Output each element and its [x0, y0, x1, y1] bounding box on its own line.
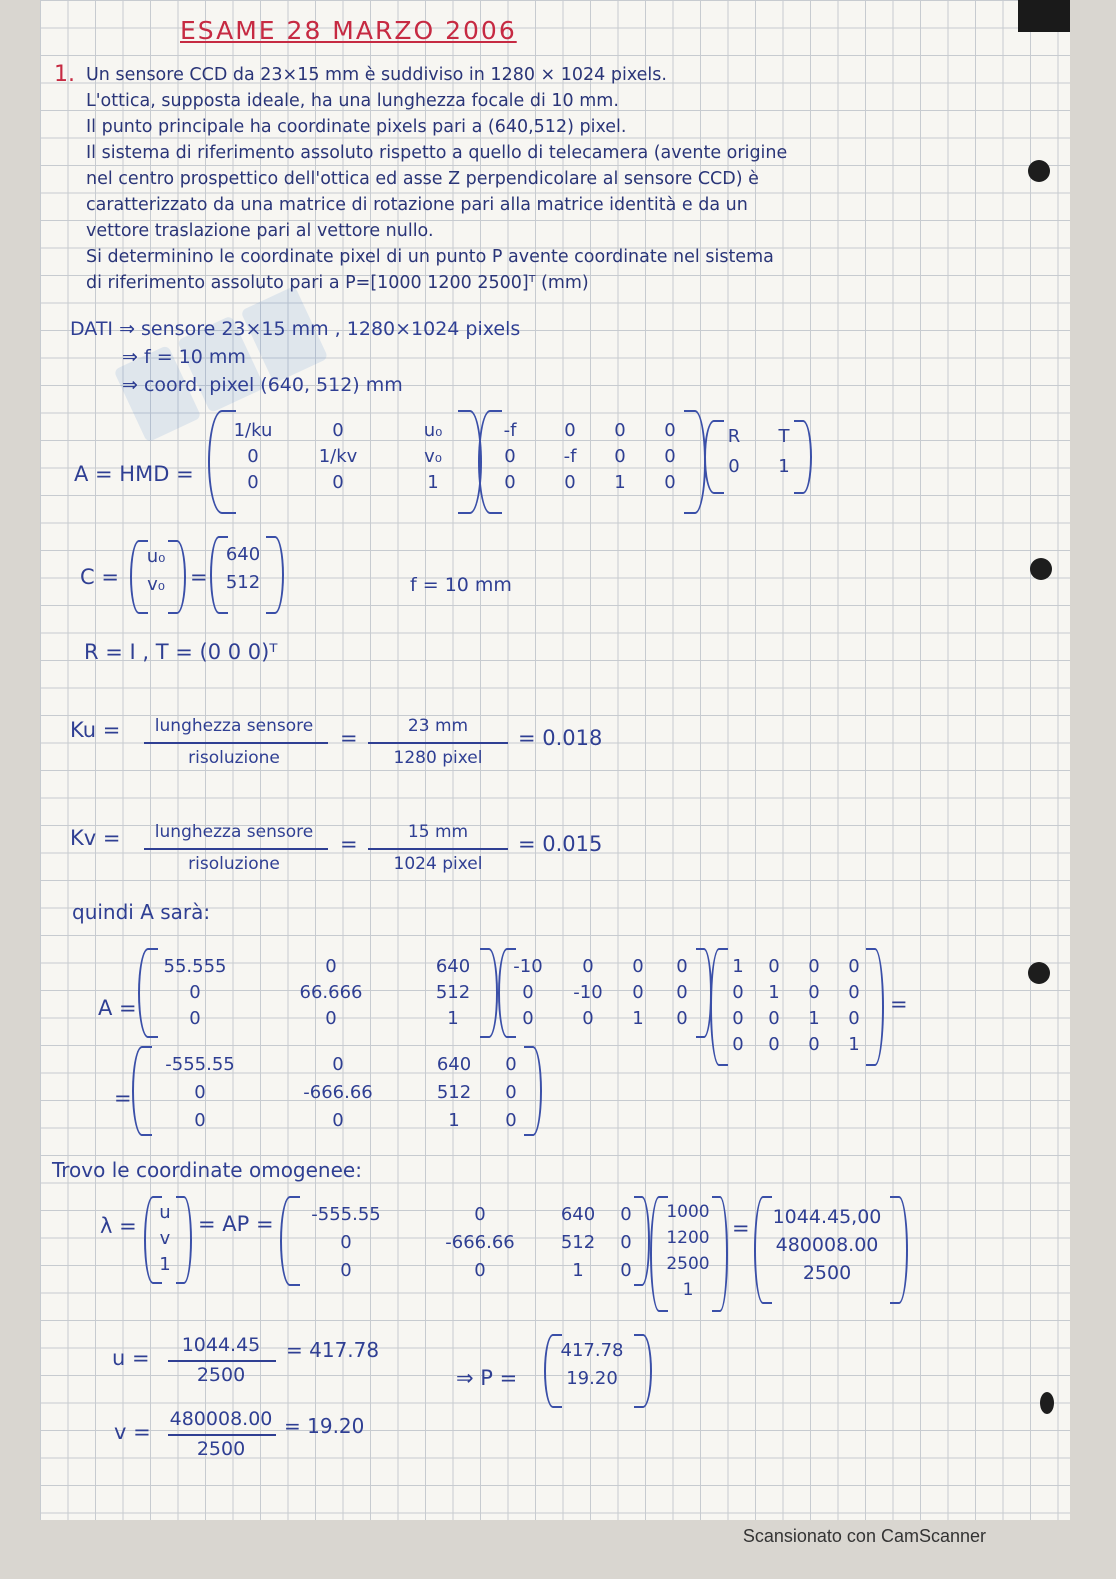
- exam-title: ESAME 28 MARZO 2006: [180, 16, 517, 45]
- matrix-cell: 0: [676, 982, 688, 1003]
- focal-length: f = 10 mm: [410, 574, 512, 596]
- matrix-cell: -555.55: [165, 1054, 235, 1075]
- matrix-cell: 0: [620, 1204, 632, 1225]
- matrix-cell: 0: [664, 446, 676, 467]
- matrix-cell: 0: [676, 1008, 688, 1029]
- matrix-cell: 0: [505, 1110, 517, 1131]
- problem-line: caratterizzato da una matrice di rotazione pari alla matrice identità e da un: [86, 195, 748, 215]
- matrix-cell: 0: [632, 956, 644, 977]
- given-item: ⇒ f = 10 mm: [122, 346, 246, 368]
- vector-cell: 1: [682, 1280, 694, 1300]
- vector-cell: v: [159, 1228, 171, 1249]
- fraction-denominator: risoluzione: [188, 854, 280, 874]
- matrix-cell: 1: [732, 956, 744, 977]
- punch-hole: [1028, 160, 1050, 182]
- matrix-cell: 66.666: [299, 982, 363, 1003]
- problem-line: Si determinino le coordinate pixel di un punto P avente coordinate nel sistema: [86, 247, 774, 267]
- a-numeric-lhs: A =: [98, 996, 137, 1020]
- matrix-cell: 0: [325, 1008, 337, 1029]
- matrix-cell: 0: [474, 1260, 486, 1281]
- problem-line: Il sistema di riferimento assoluto rispetto a quello di telecamera (avente origine: [86, 143, 788, 163]
- vector-cell: u₀: [146, 546, 166, 567]
- given-item: ⇒ coord. pixel (640, 512) mm: [122, 374, 403, 396]
- matrix-cell: 0: [614, 420, 626, 441]
- equals-sign: =: [340, 832, 358, 856]
- equals-sign: =: [890, 992, 908, 1016]
- matrix-cell: 1: [632, 1008, 644, 1029]
- problem-line: Un sensore CCD da 23×15 mm è suddiviso in 1280 × 1024 pixels.: [86, 65, 667, 85]
- matrix-cell: 640: [435, 956, 471, 977]
- matrix-cell: 0: [522, 982, 534, 1003]
- lambda-label: λ =: [100, 1214, 137, 1238]
- quindi-text: quindi A sarà:: [72, 900, 211, 924]
- problem-number: 1.: [54, 62, 75, 87]
- matrix-cell: 0: [848, 982, 860, 1003]
- fraction-numerator: 480008.00: [169, 1408, 273, 1430]
- matrix-cell: 0: [768, 1008, 780, 1029]
- matrix-cell: -555.55: [311, 1204, 381, 1225]
- kv-result: = 0.015: [518, 832, 603, 856]
- matrix-cell: -10: [573, 982, 603, 1003]
- matrix-cell: 1: [808, 1008, 820, 1029]
- matrix-cell: -666.66: [303, 1082, 373, 1103]
- kv-lhs: Kv =: [70, 826, 121, 850]
- fraction-denominator: 2500: [196, 1438, 246, 1460]
- matrix-cell: 0: [332, 420, 344, 441]
- matrix-cell: 0: [564, 420, 576, 441]
- matrix-cell: 0: [676, 956, 688, 977]
- vector-cell: 417.78: [560, 1340, 624, 1361]
- matrix-cell: -666.66: [445, 1232, 515, 1253]
- vector-cell: 1000: [666, 1202, 710, 1222]
- matrix-cell: R: [727, 426, 741, 447]
- problem-statement: [86, 62, 787, 296]
- given-data-label: DATI: [70, 318, 114, 340]
- matrix-cell: 0: [582, 1008, 594, 1029]
- vector-cell: 2500: [666, 1254, 710, 1274]
- vector-cell: 640: [225, 544, 261, 565]
- ku-lhs: Ku =: [70, 718, 121, 742]
- fraction-denominator: risoluzione: [188, 748, 280, 768]
- matrix-cell: 0: [332, 1054, 344, 1075]
- matrix-cell: 0: [332, 1110, 344, 1131]
- matrix-cell: 0: [614, 446, 626, 467]
- matrix-cell: 0: [620, 1232, 632, 1253]
- matrix-cell: 1/ku: [233, 420, 273, 441]
- vector-cell: 1200: [666, 1228, 710, 1248]
- fraction-denominator: 1280 pixel: [393, 748, 483, 768]
- u-result: = 417.78: [286, 1338, 380, 1362]
- matrix-cell: 512: [435, 982, 471, 1003]
- matrix-cell: 0: [505, 1054, 517, 1075]
- v-lhs: v =: [114, 1420, 151, 1444]
- fraction-numerator: lunghezza sensore: [154, 822, 314, 842]
- matrix-cell: -f: [563, 446, 577, 467]
- matrix-cell: 0: [564, 472, 576, 493]
- matrix-cell: 0: [664, 472, 676, 493]
- matrix-cell: 512: [560, 1232, 596, 1253]
- matrix-cell: -f: [503, 420, 517, 441]
- problem-line: Il punto principale ha coordinate pixels pari a (640,512) pixel.: [86, 117, 627, 137]
- matrix-cell: 0: [732, 982, 744, 1003]
- fraction-numerator: 1044.45: [181, 1334, 261, 1356]
- matrix-cell: 640: [560, 1204, 596, 1225]
- a-formula-lhs: A = HMD =: [74, 462, 194, 486]
- vector-cell: 480008.00: [775, 1234, 879, 1256]
- ap-label: = AP =: [198, 1212, 274, 1236]
- matrix-cell: 0: [189, 982, 201, 1003]
- matrix-cell: 0: [504, 446, 516, 467]
- matrix-cell: 1: [768, 982, 780, 1003]
- matrix-cell: 1/kv: [318, 446, 358, 467]
- equals-sign: =: [190, 565, 208, 589]
- matrix-cell: 0: [732, 1034, 744, 1055]
- matrix-cell: T: [778, 426, 790, 447]
- matrix-cell: 0: [474, 1204, 486, 1225]
- punch-hole: [1030, 558, 1052, 580]
- vector-cell: 19.20: [566, 1368, 618, 1389]
- c-vector-lhs: C =: [80, 565, 119, 589]
- fraction-denominator: 2500: [196, 1364, 246, 1386]
- matrix-cell: v₀: [424, 446, 442, 467]
- given-item: ⇒ sensore 23×15 mm , 1280×1024 pixels: [119, 318, 521, 340]
- notebook-page: [40, 0, 1070, 1520]
- matrix-cell: 0: [194, 1110, 206, 1131]
- matrix-cell: 0: [732, 1008, 744, 1029]
- matrix-cell: 1: [447, 1008, 459, 1029]
- matrix-cell: 0: [189, 1008, 201, 1029]
- fraction-numerator: lunghezza sensore: [154, 716, 314, 736]
- matrix-cell: 0: [848, 1008, 860, 1029]
- v-result: = 19.20: [284, 1414, 365, 1438]
- fraction-numerator: 23 mm: [407, 716, 469, 736]
- problem-line: vettore traslazione pari al vettore nullo.: [86, 221, 434, 241]
- matrix-cell: 0: [808, 982, 820, 1003]
- vector-cell: u: [159, 1202, 171, 1223]
- matrix-cell: 0: [808, 1034, 820, 1055]
- vector-cell: 1044.45,00: [772, 1206, 882, 1228]
- problem-line: nel centro prospettico dell'ottica ed asse Z perpendicolare al sensore CCD) è: [86, 169, 759, 189]
- matrix-cell: 0: [582, 956, 594, 977]
- matrix-cell: 0: [504, 472, 516, 493]
- fraction-numerator: 15 mm: [407, 822, 469, 842]
- problem-line: L'ottica, supposta ideale, ha una lunghezza focale di 10 mm.: [86, 91, 619, 111]
- matrix-cell: 0: [194, 1082, 206, 1103]
- matrix-cell: 0: [728, 456, 740, 477]
- u-lhs: u =: [112, 1346, 150, 1370]
- p-result-label: ⇒ P =: [456, 1366, 518, 1390]
- given-data: [70, 315, 520, 399]
- matrix-cell: 0: [768, 1034, 780, 1055]
- matrix-cell: -10: [513, 956, 543, 977]
- matrix-cell: 0: [808, 956, 820, 977]
- matrix-cell: 1: [778, 456, 790, 477]
- matrix-cell: 0: [522, 1008, 534, 1029]
- trovo-text: Trovo le coordinate omogenee:: [52, 1158, 362, 1182]
- rotation-translation: R = I , T = (0 0 0)ᵀ: [84, 640, 278, 664]
- matrix-cell: 0: [325, 956, 337, 977]
- matrix-cell: 0: [620, 1260, 632, 1281]
- problem-line: di riferimento assoluto pari a P=[1000 1200 2500]ᵀ (mm): [86, 273, 589, 293]
- binder-flap: [1018, 0, 1070, 32]
- vector-cell: 2500: [802, 1262, 852, 1284]
- matrix-cell: 0: [664, 420, 676, 441]
- punch-hole: [1028, 962, 1050, 984]
- matrix-cell: u₀: [423, 420, 443, 441]
- matrix-cell: 1: [427, 472, 439, 493]
- matrix-cell: 512: [436, 1082, 472, 1103]
- matrix-cell: 1: [848, 1034, 860, 1055]
- ku-result: = 0.018: [518, 726, 603, 750]
- vector-cell: 1: [159, 1254, 171, 1275]
- matrix-cell: 0: [505, 1082, 517, 1103]
- matrix-cell: 0: [332, 472, 344, 493]
- matrix-cell: 0: [768, 956, 780, 977]
- matrix-cell: 0: [247, 446, 259, 467]
- equals-sign: =: [340, 726, 358, 750]
- vector-cell: 512: [225, 572, 261, 593]
- matrix-cell: 0: [632, 982, 644, 1003]
- camscanner-footer: Scansionato con CamScanner: [742, 1526, 986, 1546]
- matrix-cell: 1: [614, 472, 626, 493]
- fraction-denominator: 1024 pixel: [393, 854, 483, 874]
- matrix-cell: 0: [247, 472, 259, 493]
- matrix-cell: 640: [436, 1054, 472, 1075]
- punch-hole: [1040, 1392, 1054, 1414]
- matrix-cell: 0: [340, 1260, 352, 1281]
- matrix-cell: 1: [448, 1110, 460, 1131]
- matrix-cell: 0: [848, 956, 860, 977]
- equals-sign: =: [114, 1086, 132, 1110]
- matrix-cell: 55.555: [163, 956, 227, 977]
- matrix-cell: 1: [572, 1260, 584, 1281]
- matrix-cell: 0: [340, 1232, 352, 1253]
- equals-sign: =: [732, 1216, 750, 1240]
- vector-cell: v₀: [147, 574, 165, 595]
